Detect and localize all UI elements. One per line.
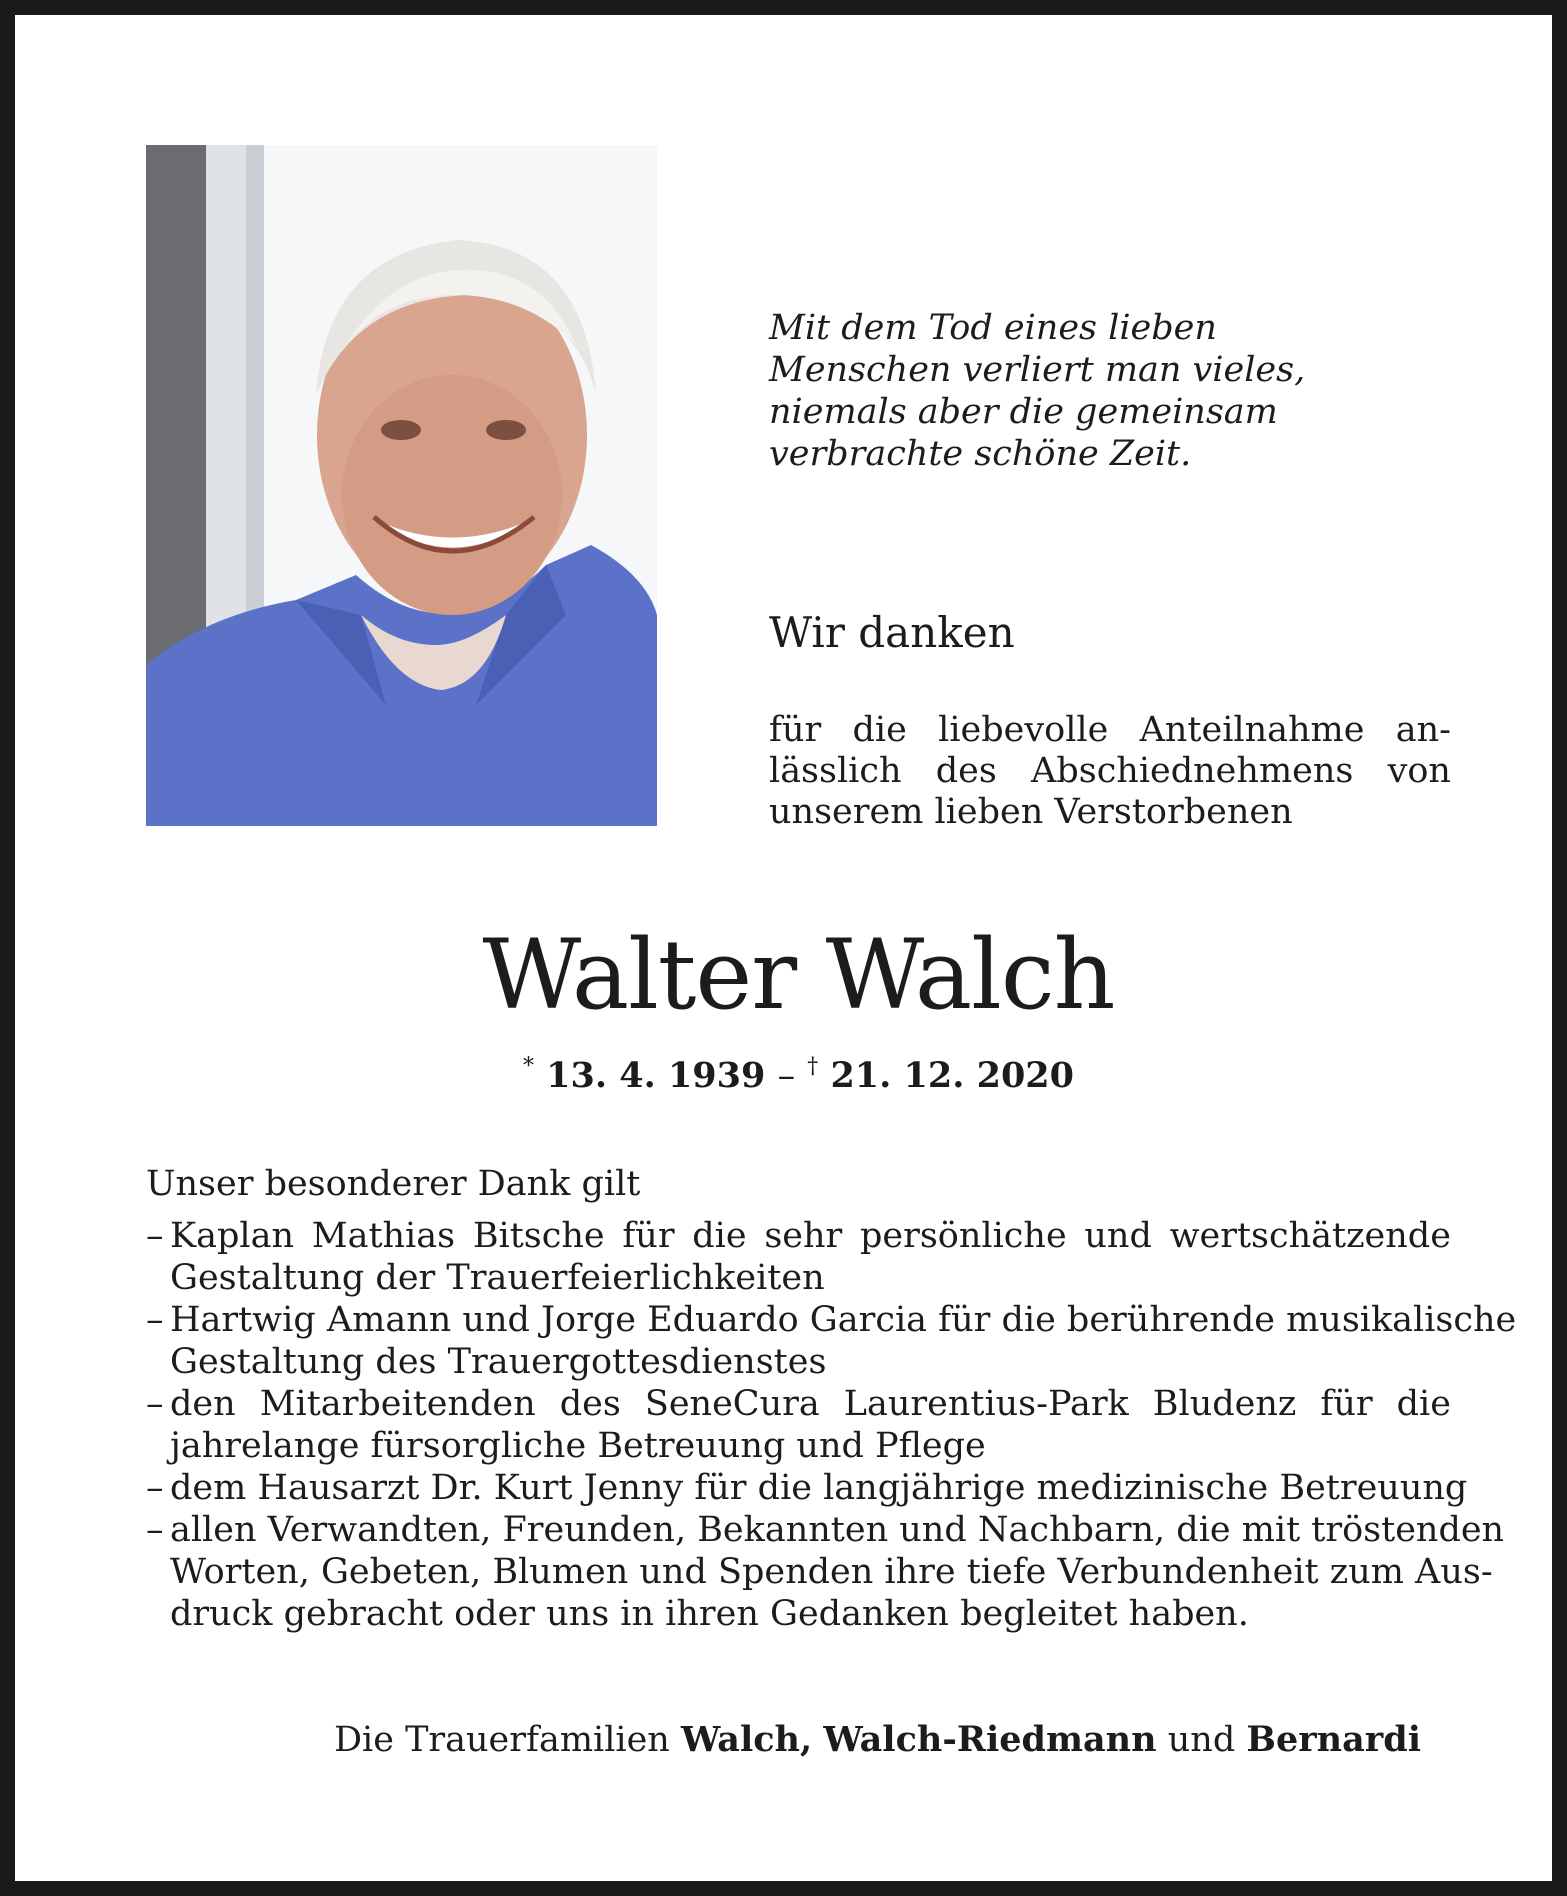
thanks-line [769,751,1451,792]
thanks-heading: Wir danken [769,608,1015,657]
portrait-photo-icon [146,145,657,826]
list-item [146,1383,1451,1467]
life-dates [15,1045,1567,1098]
word: Laurentius-Park [843,1384,1129,1424]
quote-line: Menschen verliert man vieles, [769,350,1306,390]
thanks-text [769,710,1451,833]
date-dash: – [777,1056,796,1096]
list-line [170,1383,1451,1425]
word: für [622,1216,675,1256]
list-line: – Hartwig Amann und Jorge Eduardo Garcia für die berührende musikalische [170,1300,1517,1340]
word: Abschiednehmens [1031,751,1354,791]
family-name: Walch-Riedmann [823,1719,1157,1760]
list-item [146,1467,1468,1509]
quote-line: verbrachte schöne Zeit. [769,434,1192,474]
word: die [692,1216,747,1256]
list-item [146,1509,1505,1635]
birth-symbol: * [522,1054,534,1079]
death-symbol: † [807,1054,819,1079]
word: für [1320,1384,1373,1424]
list-line [170,1215,1451,1257]
word: Mathias [311,1216,456,1256]
word: des [559,1384,621,1424]
birth-date: 13. 4. 1939 [546,1055,766,1096]
list-line: – allen Verwandten, Freunden, Bekannten und Nachbarn, die mit tröstenden [170,1510,1505,1550]
word: des [935,751,997,791]
word: die [1396,1384,1451,1424]
word: und [1084,1216,1152,1256]
quote-line: Mit dem Tod eines lieben [769,308,1217,348]
word: Mitarbeitenden [259,1384,536,1424]
word: an- [1395,710,1451,750]
quote-line: niemals aber die gemeinsam [769,392,1278,432]
family-signature [334,1719,1421,1761]
signature-prefix: Die Trauerfamilien [333,1720,670,1760]
word: persönliche [859,1216,1067,1256]
word: SeneCura [644,1384,820,1424]
word: Anteilnahme [1139,710,1365,750]
word: Bludenz [1152,1384,1297,1424]
family-name: Walch, [681,1719,813,1760]
word: für [769,710,822,750]
word: die [852,710,907,750]
list-line: Gestaltung des Trauergottesdienstes [170,1342,827,1382]
word: liebevolle [938,710,1109,750]
word: wertschätzende [1169,1216,1451,1256]
list-line: Gestaltung der Trauerfeierlichkeiten [170,1258,825,1298]
death-date: 21. 12. 2020 [830,1055,1075,1096]
memorial-quote [769,307,1469,475]
thanks-line: unserem lieben Verstorbenen [769,792,1293,832]
deceased-name: Walter Walch [482,919,1115,1031]
word: – Kaplan [170,1216,295,1256]
thanks-line [769,710,1451,751]
list-line: druck gebracht oder uns in ihren Gedanken begleitet haben. [170,1594,1249,1634]
list-item [146,1299,1517,1383]
signature-joiner: und [1167,1720,1236,1760]
list-line: jahrelange fürsorgliche Betreuung und Pflege [170,1426,986,1466]
list-item [146,1215,1451,1299]
word: – den [170,1384,236,1424]
list-line: – dem Hausarzt Dr. Kurt Jenny für die langjährige medizinische Betreuung [170,1468,1468,1508]
acknowledgements-intro: Unser besonderer Dank gilt [146,1164,641,1204]
word: lässlich [769,751,902,791]
word: von [1387,751,1451,791]
word: sehr [764,1216,843,1256]
list-line: Worten, Gebeten, Blumen und Spenden ihre tiefe Verbundenheit zum Aus- [170,1552,1493,1592]
portrait-photo [146,145,657,826]
acknowledgements-list [146,1215,1517,1635]
word: Bitsche [472,1216,605,1256]
family-name: Bernardi [1246,1719,1421,1760]
